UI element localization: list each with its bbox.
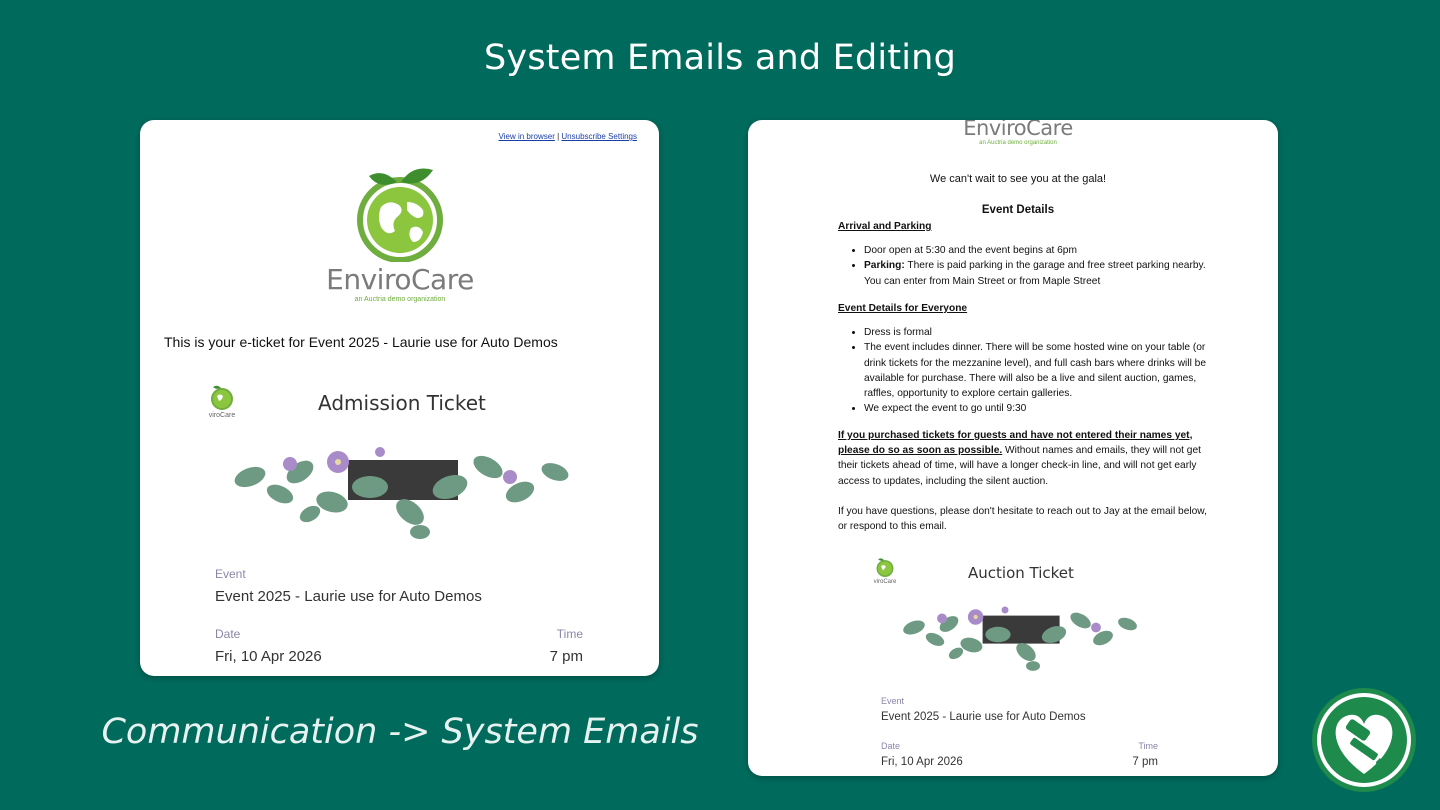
guests-text: Without names and emails, they will not get their tickets ahead of time, will have a longer check-in line, and will not get early access to updates, including the silent auction. — [838, 445, 1201, 487]
section-title: Event Details — [981, 204, 1055, 216]
greeting-text: We can't wait to see you at the gala! — [929, 173, 1107, 185]
brand-name: EnviroCare — [326, 263, 474, 296]
list-item — [864, 258, 1208, 288]
list-item-text: Door open at 5:30 and the event begins at 6pm — [864, 245, 1077, 257]
unsubscribe-link[interactable]: Unsubscribe Settings — [561, 132, 637, 141]
heart-hammer-badge-icon — [1310, 686, 1418, 794]
ticket-mini-logo-text: viroCare — [208, 412, 236, 419]
event-value: Event 2025 - Laurie use for Auto Demos — [881, 711, 1086, 723]
email-preview-admission — [140, 120, 659, 676]
slide-subtitle: Communication -> System Emails — [101, 712, 699, 752]
ticket-mini-logo — [870, 557, 900, 585]
list-item: • Dress is formal — [864, 325, 1208, 340]
brand-tagline: an Auctria demo organization — [979, 140, 1057, 146]
time-value: 7 pm — [1132, 756, 1158, 768]
everyone-section — [838, 301, 1208, 416]
arrival-heading: Arrival and Parking — [838, 221, 932, 232]
link-separator: | — [557, 132, 560, 141]
email-preview-auction — [748, 120, 1278, 776]
brand-tagline: an Auctria demo organization — [354, 296, 446, 303]
time-label: Time — [1138, 741, 1158, 751]
list-item: • We expect the event to go until 9:30 — [864, 401, 1208, 416]
event-label: Event — [215, 567, 246, 581]
list-item: • The event includes dinner. There will be some hosted wine on your table (or drink tickets for the mezzanine level), and full cash bars where drinks will be available for purchase. There will also be a live and silent auction, games, raffles, opportunity to explore certain galleries. — [864, 340, 1208, 401]
list-item — [864, 243, 1208, 258]
ticket-heading: Auction Ticket — [968, 564, 1074, 582]
event-label: Event — [881, 696, 905, 706]
floral-banner-image — [884, 596, 1154, 680]
globe-leaf-logo-icon — [345, 162, 455, 262]
guests-paragraph — [838, 428, 1208, 489]
event-value: Event 2025 - Laurie use for Auto Demos — [215, 588, 482, 605]
ticket-mini-logo — [202, 384, 242, 419]
arrival-section — [838, 219, 1208, 289]
everyone-list — [838, 325, 1208, 416]
floral-banner-image — [220, 432, 580, 552]
time-label: Time — [556, 627, 583, 641]
questions-paragraph: If you have questions, please don't hesitate to reach out to Jay at the email below, or respond to this email. — [838, 506, 1207, 533]
envirocare-logo — [280, 162, 520, 303]
date-value: Fri, 10 Apr 2026 — [881, 756, 963, 768]
email-top-links — [499, 132, 637, 141]
view-in-browser-link[interactable]: View in browser — [498, 132, 555, 141]
slide-title: System Emails and Editing — [484, 38, 956, 78]
envirocare-logo — [918, 120, 1118, 146]
time-value: 7 pm — [549, 648, 583, 665]
date-value: Fri, 10 Apr 2026 — [215, 648, 322, 665]
eticket-intro: This is your e-ticket for Event 2025 - Laurie use for Auto Demos — [164, 334, 558, 350]
guests-bold-text: If you purchased tickets for guests and have not entered their names yet, please do so as soon as possible. — [838, 430, 1193, 457]
globe-leaf-logo-icon — [874, 557, 896, 577]
list-item-bold: Parking: — [864, 260, 905, 272]
ticket-heading: Admission Ticket — [318, 391, 486, 415]
date-label: Date — [881, 741, 901, 751]
ticket-mini-logo-text: viroCare — [873, 579, 897, 585]
everyone-heading: Event Details for Everyone — [838, 303, 968, 314]
date-label: Date — [215, 627, 241, 641]
list-item-text: There is paid parking in the garage and free street parking nearby. You can enter from Main Street or from Maple Street — [864, 260, 1206, 287]
brand-name: EnviroCare — [963, 120, 1073, 140]
arrival-list — [838, 243, 1208, 289]
globe-leaf-logo-icon — [208, 384, 236, 410]
